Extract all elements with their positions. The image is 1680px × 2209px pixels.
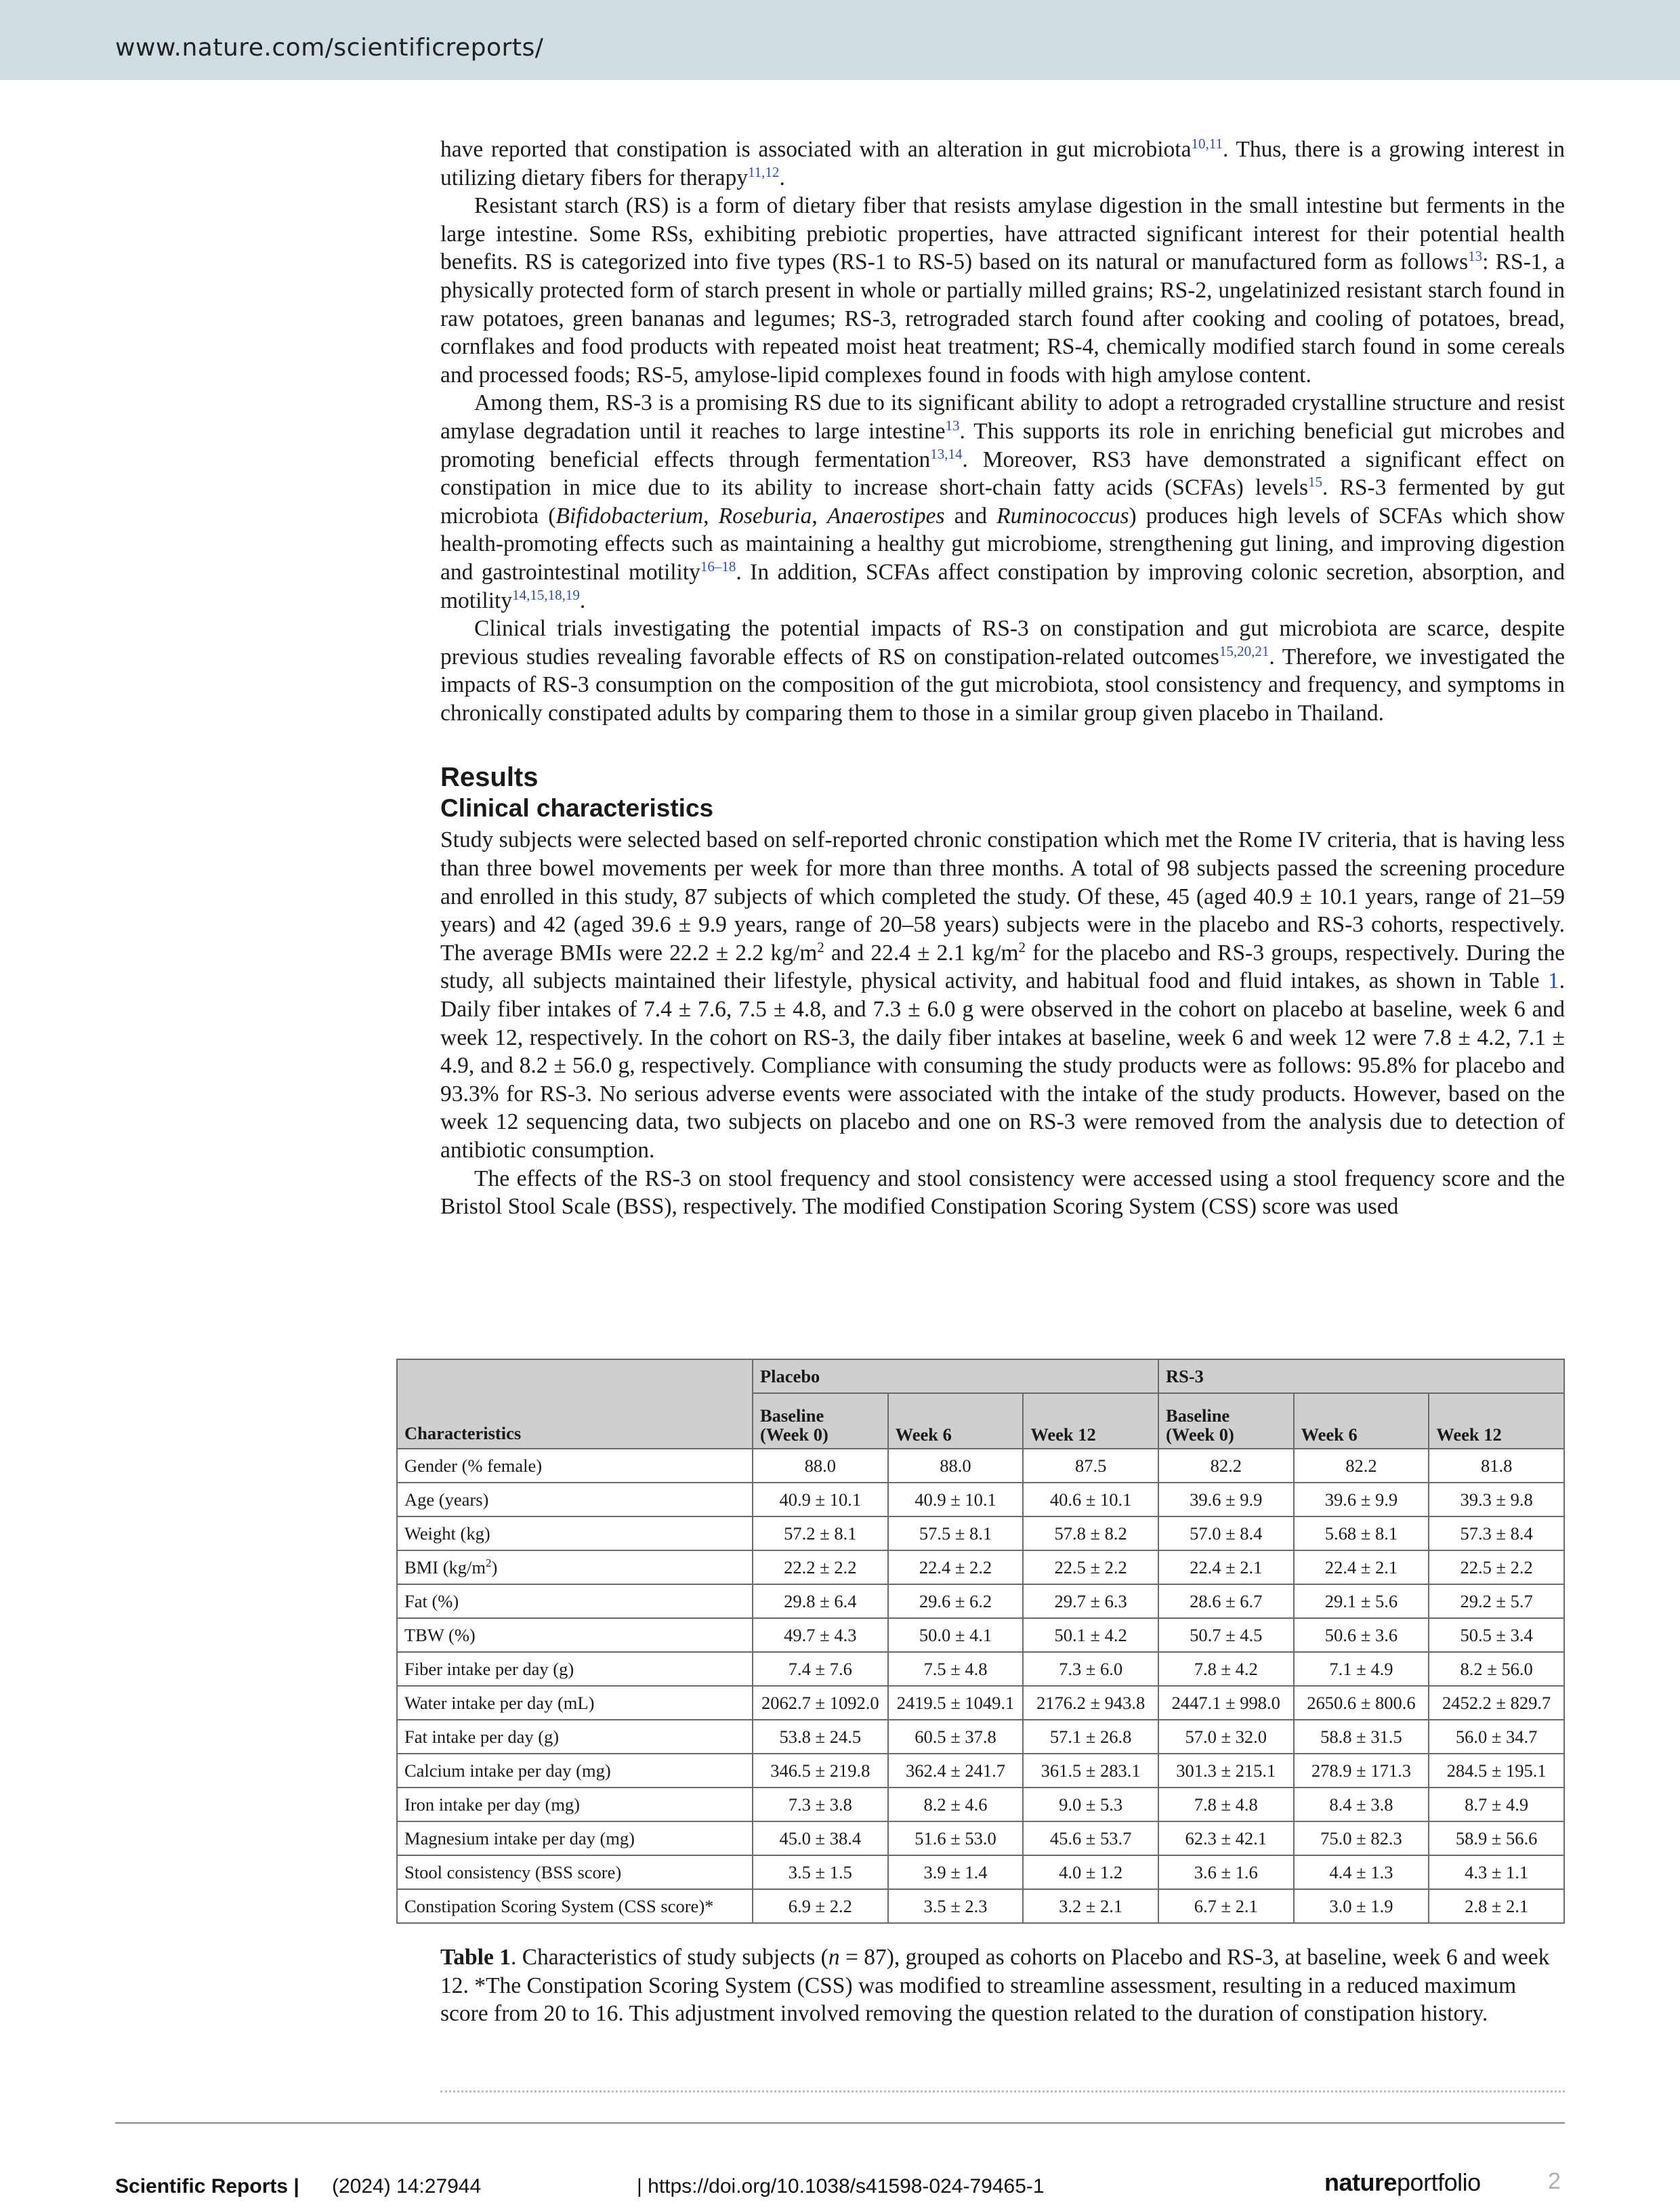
text-run: , bbox=[812, 503, 827, 529]
table-cell: 57.8 ± 8.2 bbox=[1023, 1516, 1158, 1550]
text-run: The effects of the RS-3 on stool frequency and stool consistency were accessed using a stool frequency score and the Bristol Stool Scale (BSS), respectively. The modified Constipation Scoring System (CSS) score was used bbox=[440, 1165, 1565, 1220]
row-label-text: BMI (kg/m bbox=[404, 1556, 486, 1577]
taxon-name: Anaerostipes bbox=[826, 503, 945, 529]
table-cell: 6.7 ± 2.1 bbox=[1158, 1889, 1294, 1923]
header-text: (Week 0) bbox=[1165, 1424, 1234, 1445]
table-cell: 58.9 ± 56.6 bbox=[1429, 1821, 1564, 1855]
row-label bbox=[397, 1516, 753, 1550]
row-label bbox=[397, 1618, 753, 1652]
header-text: Baseline bbox=[760, 1405, 824, 1426]
table-cell: 22.4 ± 2.1 bbox=[1294, 1550, 1429, 1584]
table-cell: 3.6 ± 1.6 bbox=[1158, 1855, 1294, 1889]
table-cell: 75.0 ± 82.3 bbox=[1294, 1821, 1429, 1855]
table-row bbox=[397, 1686, 1564, 1720]
table-cell: 3.5 ± 1.5 bbox=[753, 1855, 888, 1889]
table-cell: 8.7 ± 4.9 bbox=[1429, 1788, 1564, 1821]
text-run: . Therefore, we investigated the impacts of RS-3 consumption on the composition of the gut microbiota, stool consistency and frequency, and symptoms in chronically constipated adults by comparing them to those in a similar group given placebo in Thailand. bbox=[440, 644, 1566, 726]
text-run: have reported that constipation is associated with an alteration in gut microbiota bbox=[440, 137, 1192, 162]
row-label-text: Fiber intake per day (g) bbox=[404, 1658, 574, 1679]
table-cell: 82.2 bbox=[1294, 1449, 1429, 1483]
text-run: . Moreover, RS3 have demonstrated a significant effect on constipation in mice due to its ability to increase short-chain fatty acids (SCFAs) levels bbox=[440, 447, 1565, 501]
text-run: Clinical trials investigating the potential impacts of RS-3 on constipation and gut microbiota are scarce, despite previous studies revealing favorable effects of RS on constipation-related outcomes bbox=[440, 616, 1565, 669]
header-placebo-baseline bbox=[753, 1393, 888, 1449]
footer-doi-link[interactable]: | https://doi.org/10.1038/s41598-024-79465-1 bbox=[637, 2175, 1045, 2197]
caption-variable: n bbox=[828, 1945, 840, 1970]
table-cell: 88.0 bbox=[753, 1449, 888, 1483]
citation-link[interactable]: 14,15,18,19 bbox=[512, 586, 580, 603]
table-cell: 57.5 ± 8.1 bbox=[888, 1516, 1024, 1550]
table-cell: 29.1 ± 5.6 bbox=[1294, 1584, 1429, 1618]
table-cell: 22.5 ± 2.2 bbox=[1023, 1550, 1158, 1584]
table-cell: 57.0 ± 8.4 bbox=[1158, 1516, 1294, 1550]
header-rs3-baseline bbox=[1158, 1393, 1294, 1449]
table-cell: 29.6 ± 6.2 bbox=[888, 1584, 1024, 1618]
table-cell: 2452.2 ± 829.7 bbox=[1429, 1686, 1564, 1720]
table-cell: 82.2 bbox=[1158, 1449, 1294, 1483]
row-label bbox=[397, 1788, 753, 1821]
table-row bbox=[397, 1855, 1564, 1889]
text-run: ) produces high levels of SCFAs which show health-promoting effects such as maintaining a healthy gut microbiome, strengthening gut lining, and improving digestion and gastrointestinal motility bbox=[440, 503, 1566, 585]
table-cell: 4.3 ± 1.1 bbox=[1429, 1855, 1564, 1889]
table-cell: 57.1 ± 26.8 bbox=[1023, 1720, 1158, 1754]
caption-text: . Characteristics of study subjects ( bbox=[510, 1945, 828, 1970]
table-cell: 62.3 ± 42.1 bbox=[1158, 1821, 1294, 1855]
paragraph-4 bbox=[440, 615, 1565, 727]
table-cell: 7.5 ± 4.8 bbox=[888, 1652, 1024, 1686]
superscript: 2 bbox=[817, 938, 824, 955]
footer-rule bbox=[115, 2122, 1565, 2124]
table-cell: 2176.2 ± 943.8 bbox=[1023, 1686, 1158, 1720]
table-cell: 7.3 ± 6.0 bbox=[1023, 1652, 1158, 1686]
table-cell: 22.4 ± 2.2 bbox=[888, 1550, 1024, 1584]
caption-text: = 87), grouped as cohorts on Placebo and RS-3, at baseline, week 6 and week 12. *The Constipation Scoring System (CSS) was modified to streamline assessment, resulting in a reduced maximum score from 20 to 16. This adjustment involved removing the question related to the duration of constipation history. bbox=[440, 1945, 1550, 2027]
citation-link[interactable]: 11,12 bbox=[747, 163, 780, 180]
row-label-text: Iron intake per day (mg) bbox=[404, 1794, 581, 1815]
table-cell: 22.5 ± 2.2 bbox=[1429, 1550, 1564, 1584]
table-cell: 278.9 ± 171.3 bbox=[1294, 1754, 1429, 1788]
table-cell: 39.3 ± 9.8 bbox=[1429, 1483, 1564, 1516]
table-group-header-row bbox=[397, 1359, 1564, 1393]
caption-label: Table 1 bbox=[440, 1945, 511, 1970]
table-cell: 8.2 ± 4.6 bbox=[888, 1788, 1024, 1821]
section-heading-results: Results bbox=[440, 762, 539, 793]
table-cell: 51.6 ± 53.0 bbox=[888, 1821, 1024, 1855]
logo-text: nature bbox=[1324, 2168, 1398, 2196]
header-placebo-week12: Week 12 bbox=[1023, 1393, 1158, 1449]
header-text: (Week 0) bbox=[760, 1424, 828, 1445]
table-body bbox=[397, 1449, 1564, 1923]
table-cell: 3.9 ± 1.4 bbox=[888, 1855, 1024, 1889]
text-run: . bbox=[779, 165, 785, 190]
table-link[interactable]: 1 bbox=[1547, 968, 1559, 994]
table-cell: 40.6 ± 10.1 bbox=[1023, 1483, 1158, 1516]
row-label bbox=[397, 1889, 753, 1923]
table-cell: 22.2 ± 2.2 bbox=[753, 1550, 888, 1584]
row-label-text: Age (years) bbox=[404, 1489, 489, 1510]
row-label-text: Calcium intake per day (mg) bbox=[404, 1760, 611, 1781]
row-label-text: Fat (%) bbox=[404, 1590, 459, 1611]
table-cell: 7.3 ± 3.8 bbox=[753, 1788, 888, 1821]
row-label-text: Magnesium intake per day (mg) bbox=[404, 1828, 635, 1849]
table-cell: 3.2 ± 2.1 bbox=[1023, 1889, 1158, 1923]
table-cell: 39.6 ± 9.9 bbox=[1294, 1483, 1429, 1516]
table-row bbox=[397, 1720, 1564, 1754]
table-row bbox=[397, 1754, 1564, 1788]
row-label-text: Water intake per day (mL) bbox=[404, 1692, 595, 1713]
header-rs3-week12: Week 12 bbox=[1429, 1393, 1564, 1449]
table-cell: 2447.1 ± 998.0 bbox=[1158, 1686, 1294, 1720]
logo-text: portfolio bbox=[1397, 2168, 1481, 2196]
text-run: , bbox=[703, 503, 719, 529]
table-row bbox=[397, 1550, 1564, 1584]
table-row bbox=[397, 1584, 1564, 1618]
table-cell: 7.1 ± 4.9 bbox=[1294, 1652, 1429, 1686]
table-cell: 57.0 ± 32.0 bbox=[1158, 1720, 1294, 1754]
citation-link[interactable]: 13 bbox=[1468, 248, 1483, 265]
row-label bbox=[397, 1821, 753, 1855]
row-label-text: Stool consistency (BSS score) bbox=[404, 1861, 622, 1882]
table-cell: 88.0 bbox=[888, 1449, 1024, 1483]
table-cell: 2.8 ± 2.1 bbox=[1429, 1889, 1564, 1923]
row-label bbox=[397, 1855, 753, 1889]
row-label bbox=[397, 1584, 753, 1618]
dotted-divider bbox=[440, 2090, 1565, 2092]
table-cell: 45.6 ± 53.7 bbox=[1023, 1821, 1158, 1855]
table-cell: 60.5 ± 37.8 bbox=[888, 1720, 1024, 1754]
nature-portfolio-logo bbox=[1324, 2168, 1481, 2197]
row-label-text: Gender (% female) bbox=[404, 1455, 543, 1476]
table-cell: 50.5 ± 3.4 bbox=[1429, 1618, 1564, 1652]
table-cell: 87.5 bbox=[1023, 1449, 1158, 1483]
table-cell: 57.2 ± 8.1 bbox=[753, 1516, 888, 1550]
paragraph-2 bbox=[440, 192, 1565, 389]
table-cell: 29.2 ± 5.7 bbox=[1429, 1584, 1564, 1618]
table-1 bbox=[396, 1359, 1565, 1924]
citation-link[interactable]: 15,20,21 bbox=[1219, 642, 1269, 659]
citation-link[interactable]: 13 bbox=[945, 417, 960, 434]
row-label bbox=[397, 1483, 753, 1516]
text-run: and bbox=[944, 503, 997, 529]
table-cell: 7.4 ± 7.6 bbox=[753, 1652, 888, 1686]
header-placebo-week6: Week 6 bbox=[888, 1393, 1024, 1449]
table-row bbox=[397, 1618, 1564, 1652]
table-row bbox=[397, 1821, 1564, 1855]
table-cell: 29.7 ± 6.3 bbox=[1023, 1584, 1158, 1618]
footer-journal: Scientific Reports | bbox=[115, 2175, 299, 2197]
table-cell: 56.0 ± 34.7 bbox=[1429, 1720, 1564, 1754]
text-run: : RS-1, a physically protected form of starch present in whole or partially milled grains; RS-2, ungelatinized resistant starch found in raw potatoes, green bananas and legumes; RS-3, retrograded starch found after cooking and cooling of potatoes, bread, cornflakes and food products with repeated moist heat treatment; RS-4, chemically modified starch found in some cereals and processed foods; RS-5, amylose-lipid complexes found in foods with high amylose content. bbox=[440, 249, 1565, 388]
superscript: 2 bbox=[1018, 938, 1026, 955]
paragraph-6 bbox=[440, 1165, 1565, 1221]
table-cell: 7.8 ± 4.2 bbox=[1158, 1652, 1294, 1686]
article-body bbox=[440, 136, 1565, 1221]
taxon-name: Ruminococcus bbox=[996, 503, 1129, 529]
table-row bbox=[397, 1652, 1564, 1686]
table-cell: 3.5 ± 2.3 bbox=[888, 1889, 1024, 1923]
text-run: . Daily fiber intakes of 7.4 ± 7.6, 7.5 ± 4.8, and 7.3 ± 6.0 g were observed in the cohort on placebo at baseline, week 6 and week 12, respectively. In the cohort on RS-3, the daily fiber intakes at baseline, week 6 and week 12 were 7.8 ± 4.2, 7.1 ± 4.9, and 8.2 ± 56.0 g, respectively. Compliance with consuming the study products were as follows: 95.8% for placebo and 93.3% for RS-3. No serious adverse events were associated with the intake of the study products. However, based on the week 12 sequencing data, two subjects on placebo and one on RS-3 were removed from the analysis due to detection of antibiotic consumption. bbox=[440, 968, 1565, 1163]
row-label bbox=[397, 1550, 753, 1584]
table-cell: 58.8 ± 31.5 bbox=[1294, 1720, 1429, 1754]
table-cell: 28.6 ± 6.7 bbox=[1158, 1584, 1294, 1618]
table-row bbox=[397, 1889, 1564, 1923]
table-cell: 4.0 ± 1.2 bbox=[1023, 1855, 1158, 1889]
header-characteristics: Characteristics bbox=[397, 1359, 753, 1449]
text-run: for the placebo and RS-3 groups, respectively. During the study, all subjects maintained their lifestyle, physical activity, and habitual food and fluid intakes, as shown in Table bbox=[440, 940, 1566, 994]
row-label-text: Constipation Scoring System (CSS score)* bbox=[404, 1895, 714, 1916]
table-cell: 81.8 bbox=[1429, 1449, 1564, 1483]
text-run: . RS-3 fermented by gut microbiota ( bbox=[440, 475, 1565, 529]
row-label-text: Weight (kg) bbox=[404, 1523, 490, 1544]
text-run: . Thus, there is a growing interest in utilizing dietary fibers for therapy bbox=[440, 137, 1566, 190]
table-cell: 301.3 ± 215.1 bbox=[1158, 1754, 1294, 1788]
table-caption bbox=[440, 1943, 1565, 2028]
text-run: . bbox=[579, 587, 586, 613]
footer-volume: (2024) 14:27944 bbox=[332, 2175, 482, 2197]
table-cell: 2419.5 ± 1049.1 bbox=[888, 1686, 1024, 1720]
citation-link[interactable]: 13,14 bbox=[930, 445, 963, 462]
text-run: . In addition, SCFAs affect constipation by improving colonic secretion, absorption, and motility bbox=[440, 559, 1565, 613]
table-cell: 3.0 ± 1.9 bbox=[1294, 1889, 1429, 1923]
paragraph-5 bbox=[440, 826, 1565, 1164]
row-label-text: Fat intake per day (g) bbox=[404, 1726, 560, 1747]
table-cell: 346.5 ± 219.8 bbox=[753, 1754, 888, 1788]
table-row bbox=[397, 1516, 1564, 1550]
text-run: . This supports its role in enriching beneficial gut microbes and promoting beneficial effects through fermentation bbox=[440, 418, 1565, 472]
table-row bbox=[397, 1483, 1564, 1516]
row-label bbox=[397, 1652, 753, 1686]
header-text: Baseline bbox=[1165, 1405, 1230, 1426]
citation-link[interactable]: 16–18 bbox=[700, 558, 736, 575]
table-row bbox=[397, 1449, 1564, 1483]
table-cell: 4.4 ± 1.3 bbox=[1294, 1855, 1429, 1889]
table-cell: 5.68 ± 8.1 bbox=[1294, 1516, 1429, 1550]
table-cell: 40.9 ± 10.1 bbox=[888, 1483, 1024, 1516]
header-group-placebo: Placebo bbox=[753, 1359, 1158, 1393]
table-cell: 50.1 ± 4.2 bbox=[1023, 1618, 1158, 1652]
table-cell: 8.2 ± 56.0 bbox=[1429, 1652, 1564, 1686]
subsection-heading-clinical: Clinical characteristics bbox=[440, 794, 714, 823]
table-cell: 39.6 ± 9.9 bbox=[1158, 1483, 1294, 1516]
row-label bbox=[397, 1720, 753, 1754]
site-header-bar bbox=[0, 0, 1680, 80]
table-cell: 29.8 ± 6.4 bbox=[753, 1584, 888, 1618]
table-cell: 2062.7 ± 1092.0 bbox=[753, 1686, 888, 1720]
text-run: Resistant starch (RS) is a form of dietary fiber that resists amylase digestion in the small intestine but ferments in the large intestine. Some RSs, exhibiting prebiotic properties, have attracted significant interest for their potential health benefits. RS is categorized into five types (RS-1 to RS-5) based on its natural or manufactured form as follows bbox=[440, 193, 1565, 275]
paragraph-3 bbox=[440, 389, 1565, 615]
page-number: 2 bbox=[1548, 2168, 1561, 2194]
row-label bbox=[397, 1449, 753, 1483]
row-label bbox=[397, 1686, 753, 1720]
text-run: and 22.4 ± 2.1 kg/m bbox=[824, 940, 1019, 966]
header-group-rs3: RS-3 bbox=[1158, 1359, 1564, 1393]
table-cell: 362.4 ± 241.7 bbox=[888, 1754, 1024, 1788]
table-row bbox=[397, 1788, 1564, 1821]
table-cell: 361.5 ± 283.1 bbox=[1023, 1754, 1158, 1788]
taxon-name: Bifidobacterium bbox=[555, 503, 704, 529]
text-run: Study subjects were selected based on self-reported chronic constipation which met the Rome IV criteria, that is having less than three bowel movements per week for more than three months. A total of 98 subjects passed the screening procedure and enrolled in this study, 87 subjects of which completed the study. Of these, 45 (aged 40.9 ± 10.1 years, range of 21–59 years) and 42 (aged 39.6 ± 9.9 years, range of 20–58 years) subjects were in the placebo and RS-3 cohorts, respectively. The average BMIs were 22.2 ± 2.2 kg/m bbox=[440, 827, 1565, 966]
table-cell: 7.8 ± 4.8 bbox=[1158, 1788, 1294, 1821]
citation-link[interactable]: 10,11 bbox=[1191, 135, 1223, 152]
table-cell: 40.9 ± 10.1 bbox=[753, 1483, 888, 1516]
table-cell: 53.8 ± 24.5 bbox=[753, 1720, 888, 1754]
paragraph-1 bbox=[440, 136, 1565, 192]
superscript: 2 bbox=[486, 1556, 492, 1569]
table-cell: 50.6 ± 3.6 bbox=[1294, 1618, 1429, 1652]
citation-link[interactable]: 15 bbox=[1308, 473, 1323, 490]
row-label bbox=[397, 1754, 753, 1788]
table-cell: 57.3 ± 8.4 bbox=[1429, 1516, 1564, 1550]
row-label-text: TBW (%) bbox=[404, 1624, 476, 1645]
text-run: Among them, RS-3 is a promising RS due to its significant ability to adopt a retrograded crystalline structure and resist amylase degradation until it reaches to large intestine bbox=[440, 390, 1565, 444]
table-cell: 50.0 ± 4.1 bbox=[888, 1618, 1024, 1652]
table-cell: 49.7 ± 4.3 bbox=[753, 1618, 888, 1652]
table-cell: 22.4 ± 2.1 bbox=[1158, 1550, 1294, 1584]
table-cell: 45.0 ± 38.4 bbox=[753, 1821, 888, 1855]
site-url[interactable]: www.nature.com/scientificreports/ bbox=[115, 34, 544, 62]
taxon-name: Roseburia bbox=[718, 503, 812, 529]
header-rs3-week6: Week 6 bbox=[1294, 1393, 1429, 1449]
row-label-text: ) bbox=[491, 1556, 498, 1577]
table-cell: 6.9 ± 2.2 bbox=[753, 1889, 888, 1923]
table-cell: 284.5 ± 195.1 bbox=[1429, 1754, 1564, 1788]
table-cell: 8.4 ± 3.8 bbox=[1294, 1788, 1429, 1821]
table-cell: 2650.6 ± 800.6 bbox=[1294, 1686, 1429, 1720]
characteristics-table bbox=[396, 1359, 1565, 1924]
table-cell: 50.7 ± 4.5 bbox=[1158, 1618, 1294, 1652]
table-cell: 9.0 ± 5.3 bbox=[1023, 1788, 1158, 1821]
